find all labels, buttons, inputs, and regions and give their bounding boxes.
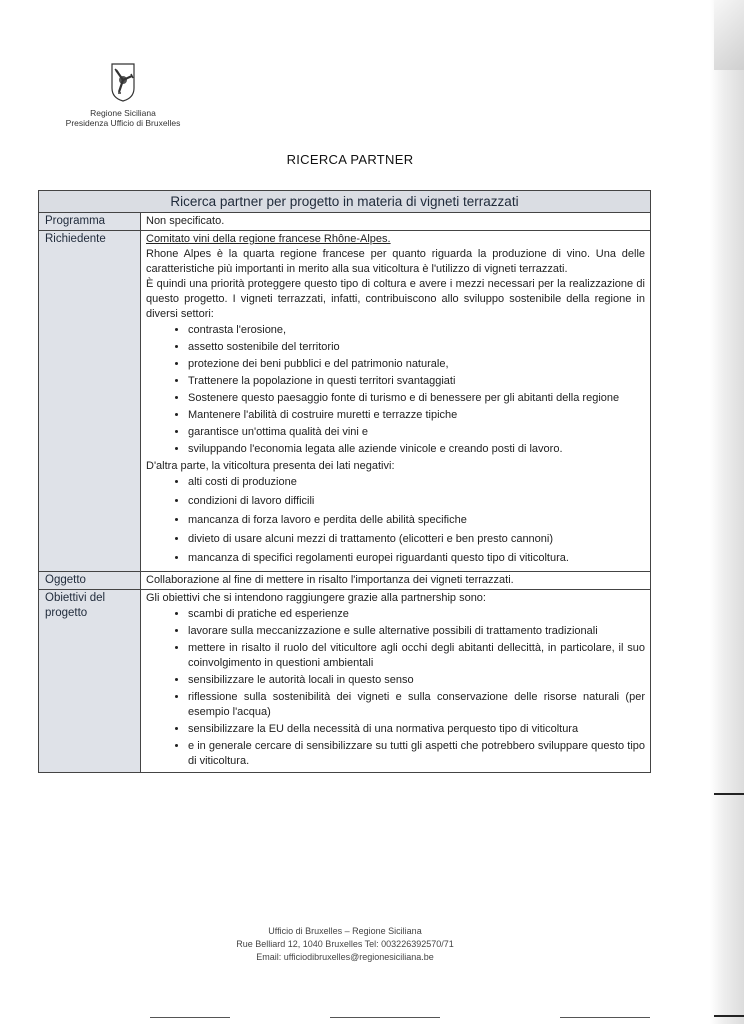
- page-fold: [714, 0, 744, 70]
- list-item: • sensibilizzare la EU della necessità di una normativa perquesto tipo di viticoltura: [188, 722, 645, 737]
- list-item: • scambi di pratiche ed esperienze: [188, 607, 645, 622]
- list-item: • alti costi di produzione: [188, 475, 645, 490]
- partner-table: [38, 190, 651, 773]
- list-item: • sviluppando l'economia legata alle aziende vinicole e creando posti di lavoro.: [188, 442, 645, 457]
- page-title: RICERCA PARTNER: [286, 152, 414, 167]
- label-programma: Programma: [39, 213, 141, 231]
- applicant-org: Comitato vini della regione francese Rhône-Alpes.: [146, 233, 391, 245]
- list-item: • garantisce un'ottima qualità dei vini e: [188, 425, 645, 440]
- list-item: • condizioni di lavoro difficili: [188, 494, 645, 509]
- value-richiedente: [141, 231, 651, 572]
- page-edge: [710, 0, 744, 1024]
- value-obiettivi: [141, 590, 651, 773]
- list-item: • Trattenere la popolazione in questi territori svantaggiati: [188, 374, 645, 389]
- scan-mark: [560, 1017, 650, 1018]
- applicant-para-2: È quindi una priorità proteggere questo tipo di coltura e avere i mezzi necessari per la realizzazione di questo progetto. I vigneti terrazzati, infatti, contribuiscono allo sviluppo sostenibile della regione in diversi settori:: [146, 278, 645, 320]
- letterhead: [48, 62, 198, 128]
- list-item: • mettere in risalto il ruolo del viticultore agli occhi degli abitanti dellecittà, in particolare, il suo coinvolgimento in questioni ambientali: [188, 641, 645, 671]
- list-item: • contrasta l'erosione,: [188, 323, 645, 338]
- edge-mark: [714, 793, 744, 795]
- edge-mark: [714, 1015, 744, 1017]
- list-item: • lavorare sulla meccanizzazione e sulle alternative possibili di trattamento tradizionali: [188, 624, 645, 639]
- region-name: Regione Siciliana: [90, 108, 156, 118]
- list-item: • protezione dei beni pubblici e del patrimonio naturale,: [188, 357, 645, 372]
- office-name: Presidenza Ufficio di Bruxelles: [65, 118, 181, 128]
- value-programma: Non specificato.: [141, 213, 651, 231]
- row-obiettivi: [39, 590, 651, 773]
- label-oggetto: Oggetto: [39, 572, 141, 590]
- row-richiedente: [39, 231, 651, 572]
- applicant-para-3: D'altra parte, la viticoltura presenta dei lati negativi:: [146, 460, 395, 472]
- positive-list: [146, 323, 645, 457]
- footer-office: Ufficio di Bruxelles – Regione Siciliana: [268, 926, 422, 936]
- footer-email: Email: ufficiodibruxelles@regionesiciliana.be: [256, 952, 434, 962]
- scan-mark: [330, 1017, 440, 1018]
- footer-address: Rue Belliard 12, 1040 Bruxelles Tel: 003226392570/71: [236, 939, 454, 949]
- list-item: • riflessione sulla sostenibilità dei vigneti e sulla conservazione delle risorse naturali (per esempio l'acqua): [188, 690, 645, 720]
- list-item: • divieto di usare alcuni mezzi di trattamento (elicotteri e ben presto cannoni): [188, 532, 645, 547]
- list-item: • Sostenere questo paesaggio fonte di turismo e di benessere per gli abitanti della regione: [188, 391, 645, 406]
- value-oggetto: Collaborazione al fine di mettere in risalto l'importanza dei vigneti terrazzati.: [141, 572, 651, 590]
- list-item: • mancanza di forza lavoro e perdita delle abilità specifiche: [188, 513, 645, 528]
- list-item: • Mantenere l'abilità di costruire muretti e terrazze tipiche: [188, 408, 645, 423]
- table-heading: Ricerca partner per progetto in materia di vigneti terrazzati: [39, 191, 651, 213]
- list-item: • mancanza di specifici regolamenti europei riguardanti questo tipo di viticoltura.: [188, 551, 645, 566]
- objectives-list: [146, 607, 645, 769]
- list-item: • sensibilizzare le autorità locali in questo senso: [188, 673, 645, 688]
- objectives-intro: Gli obiettivi che si intendono raggiungere grazie alla partnership sono:: [146, 592, 486, 604]
- list-item: • assetto sostenibile del territorio: [188, 340, 645, 355]
- list-item: • e in generale cercare di sensibilizzare su tutti gli aspetti che potrebbero sviluppare questo tipo di viticoltura.: [188, 739, 645, 769]
- page-footer: [0, 925, 690, 964]
- label-richiedente: Richiedente: [39, 231, 141, 572]
- negative-list: [146, 475, 645, 566]
- row-programma: [39, 213, 651, 231]
- trinacria-emblem-icon: [110, 62, 136, 102]
- applicant-para-1: Rhone Alpes è la quarta regione francese per quanto riguarda la produzione di vino. Una delle caratteristiche più importanti in merito alla sua viticoltura è l'utilizzo di vigneti terrazzati.: [146, 248, 645, 275]
- label-obiettivi: Obiettivi del progetto: [39, 590, 141, 773]
- row-oggetto: [39, 572, 651, 590]
- scan-mark: [150, 1017, 230, 1018]
